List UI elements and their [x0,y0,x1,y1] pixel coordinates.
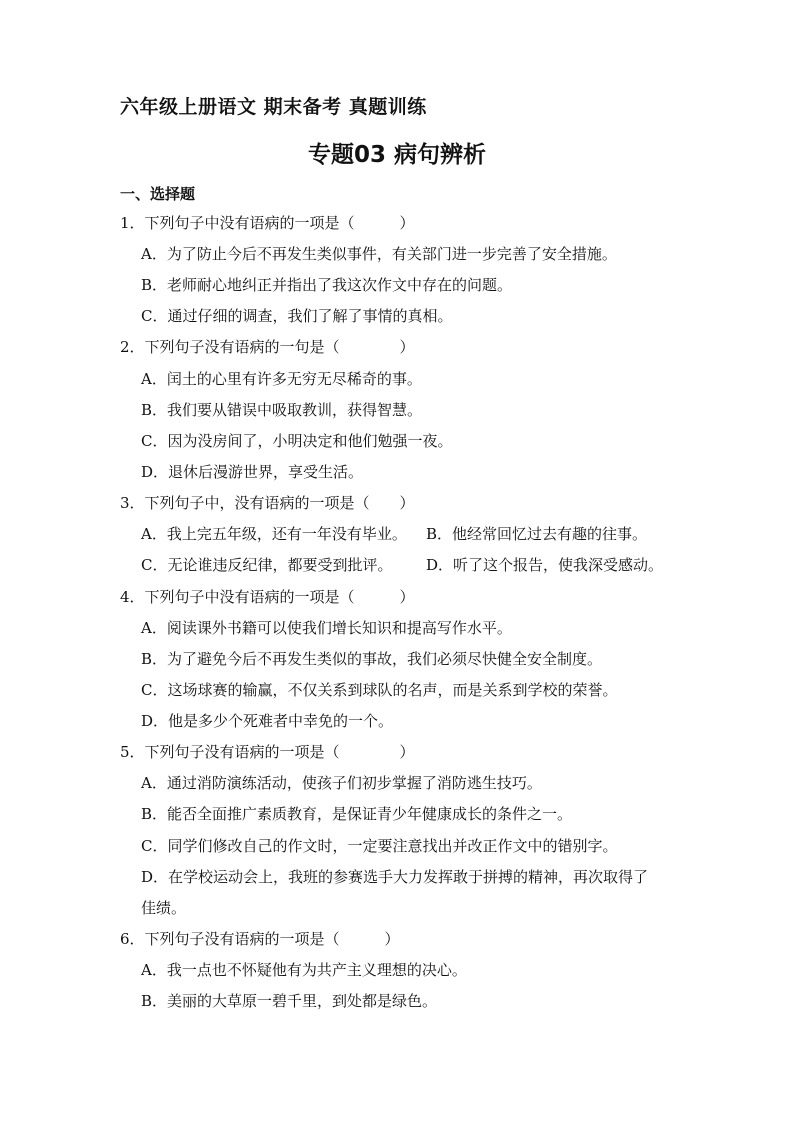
section-heading: 一、选择题 [120,185,196,203]
question-5-stem: 5．下列句子没有语病的一项是（ ） [120,743,415,761]
question-5-option-b[interactable]: B．能否全面推广素质教育，是保证青少年健康成长的条件之一。 [141,805,573,823]
question-1-option-b[interactable]: B．老师耐心地纠正并指出了我这次作文中存在的问题。 [141,276,513,294]
question-1-option-c[interactable]: C．通过仔细的调查，我们了解了事情的真相。 [141,307,453,325]
question-4-option-d[interactable]: D．他是多少个死难者中幸免的一个。 [141,712,394,730]
question-6-option-a[interactable]: A．我一点也不怀疑他有为共产主义理想的决心。 [141,961,467,979]
question-2-stem: 2．下列句子没有语病的一句是（ ） [120,338,415,356]
document-header: 六年级上册语文 期末备考 真题训练 [120,96,427,118]
question-4-stem: 4．下列句子中没有语病的一项是（ ） [120,588,415,606]
question-3-option-a[interactable]: A．我上完五年级，还有一年没有毕业。 [141,525,407,543]
question-3-stem: 3．下列句子中，没有语病的一项是（ ） [120,494,415,512]
question-5-option-d-continued: 佳绩。 [141,899,187,917]
question-5-option-a[interactable]: A．通过消防演练活动，使孩子们初步掌握了消防逃生技巧。 [141,774,542,792]
question-5-option-d[interactable]: D．在学校运动会上，我班的参赛选手大力发挥敢于拼搏的精神，再次取得了 [141,868,649,886]
question-4-option-c[interactable]: C．这场球赛的输赢，不仅关系到球队的名声，而是关系到学校的荣誉。 [141,681,618,699]
question-3-option-c[interactable]: C．无论谁违反纪律，都要受到批评。 [141,556,393,574]
question-2-option-d[interactable]: D．退休后漫游世界，享受生活。 [141,463,364,481]
question-6-stem: 6．下列句子没有语病的一项是（ ） [120,930,400,948]
question-6-option-b[interactable]: B．美丽的大草原一碧千里，到处都是绿色。 [141,992,438,1010]
question-2-option-a[interactable]: A．闰土的心里有许多无穷无尽稀奇的事。 [141,370,422,388]
question-1-stem: 1．下列句子中没有语病的一项是（ ） [120,214,415,232]
question-2-option-b[interactable]: B．我们要从错误中吸取教训，获得智慧。 [141,401,423,419]
question-5-option-c[interactable]: C．同学们修改自己的作文时，一定要注意找出并改正作文中的错别字。 [141,837,618,855]
question-2-option-c[interactable]: C．因为没房间了，小明决定和他们勉强一夜。 [141,432,453,450]
question-4-option-b[interactable]: B．为了避免今后不再发生类似的事故，我们必须尽快健全安全制度。 [141,650,603,668]
question-1-option-a[interactable]: A．为了防止今后不再发生类似事件，有关部门进一步完善了安全措施。 [141,245,617,263]
question-3-option-d[interactable]: D．听了这个报告，使我深受感动。 [426,556,664,574]
question-4-option-a[interactable]: A．阅读课外书籍可以使我们增长知识和提高写作水平。 [141,619,512,637]
page-title: 专题03 病句辨析 [307,142,486,168]
question-3-option-b[interactable]: B．他经常回忆过去有趣的往事。 [426,525,648,543]
